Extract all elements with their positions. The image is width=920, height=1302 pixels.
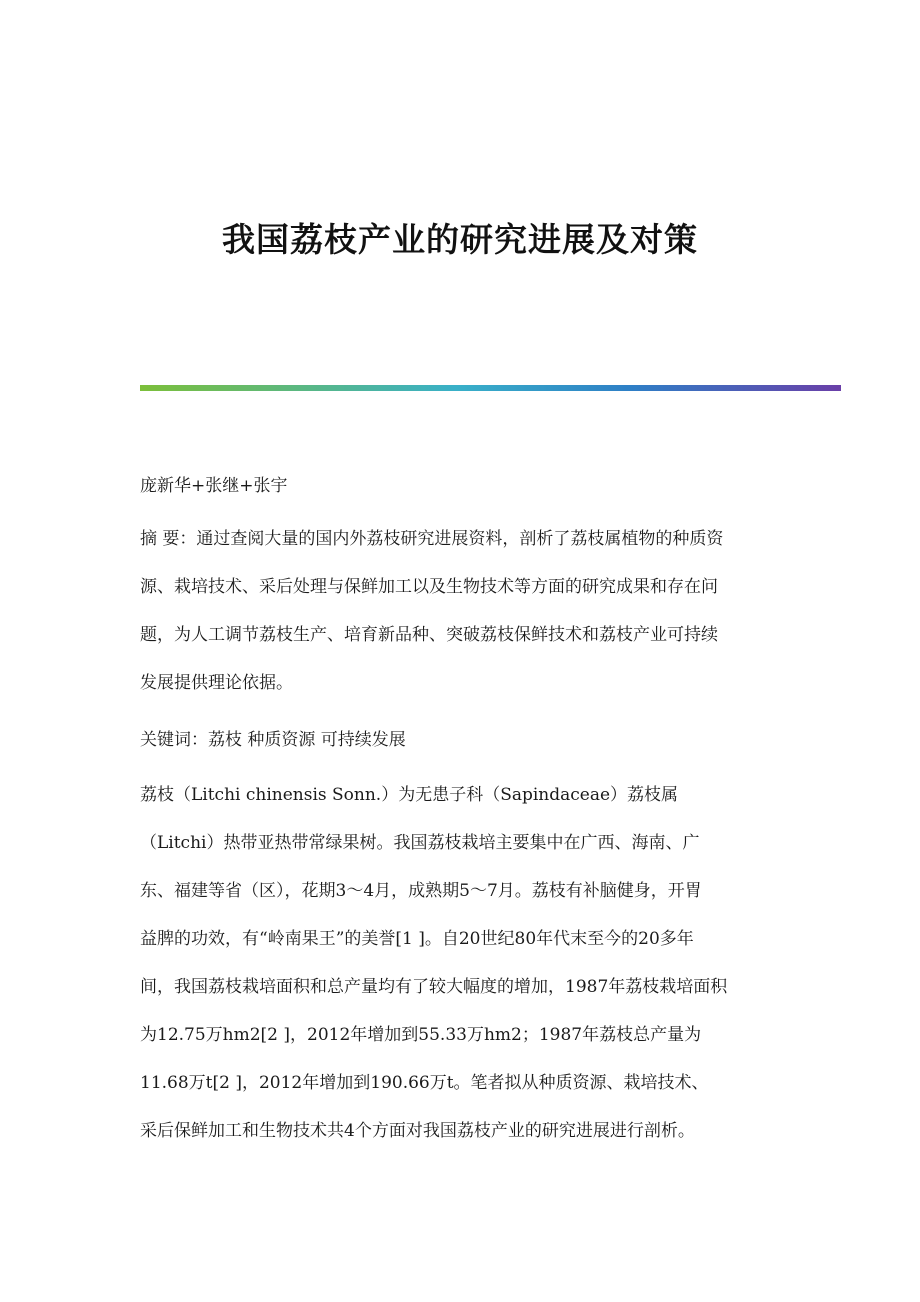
- abstract-line: 发展提供理论依据。: [140, 673, 293, 693]
- intro-line: 间，我国荔枝栽培面积和总产量均有了较大幅度的增加，1987年荔枝栽培面积: [140, 977, 728, 997]
- abstract-line: 题，为人工调节荔枝生产、培育新品种、突破荔枝保鲜技术和荔枝产业可持续: [140, 625, 718, 645]
- abstract-line: 源、栽培技术、采后处理与保鲜加工以及生物技术等方面的研究成果和存在问: [140, 577, 718, 597]
- intro-line: 11.68万t[2 ]，2012年增加到190.66万t。笔者拟从种质资源、栽培技术、: [140, 1073, 709, 1093]
- intro-line: 荔枝（Litchi chinensis Sonn.）为无患子科（Sapindaceae）荔枝属: [140, 785, 679, 805]
- intro-line: 益脾的功效，有“岭南果王”的美誉[1 ]。自20世纪80年代末至今的20多年: [140, 929, 694, 949]
- keywords-line: 关键词：荔枝 种质资源 可持续发展: [140, 730, 406, 750]
- intro-line: （Litchi）热带亚热带常绿果树。我国荔枝栽培主要集中在广西、海南、广: [140, 833, 700, 853]
- authors-line: 庞新华+张继+张宇: [140, 476, 288, 496]
- gradient-divider: [140, 385, 841, 391]
- intro-paragraph: [140, 771, 790, 1155]
- intro-line: 东、福建等省（区），花期3～4月，成熟期5～7月。荔枝有补脑健身，开胃: [140, 881, 702, 901]
- intro-line: 为12.75万hm2[2 ]，2012年增加到55.33万hm2；1987年荔枝总产量为: [140, 1025, 702, 1045]
- abstract-paragraph: [140, 515, 790, 707]
- paper-title: 我国荔枝产业的研究进展及对策: [222, 220, 698, 259]
- abstract-line: 摘 要：通过查阅大量的国内外荔枝研究进展资料，剖析了荔枝属植物的种质资: [140, 529, 724, 549]
- intro-line: 采后保鲜加工和生物技术共4个方面对我国荔枝产业的研究进展进行剖析。: [140, 1121, 695, 1141]
